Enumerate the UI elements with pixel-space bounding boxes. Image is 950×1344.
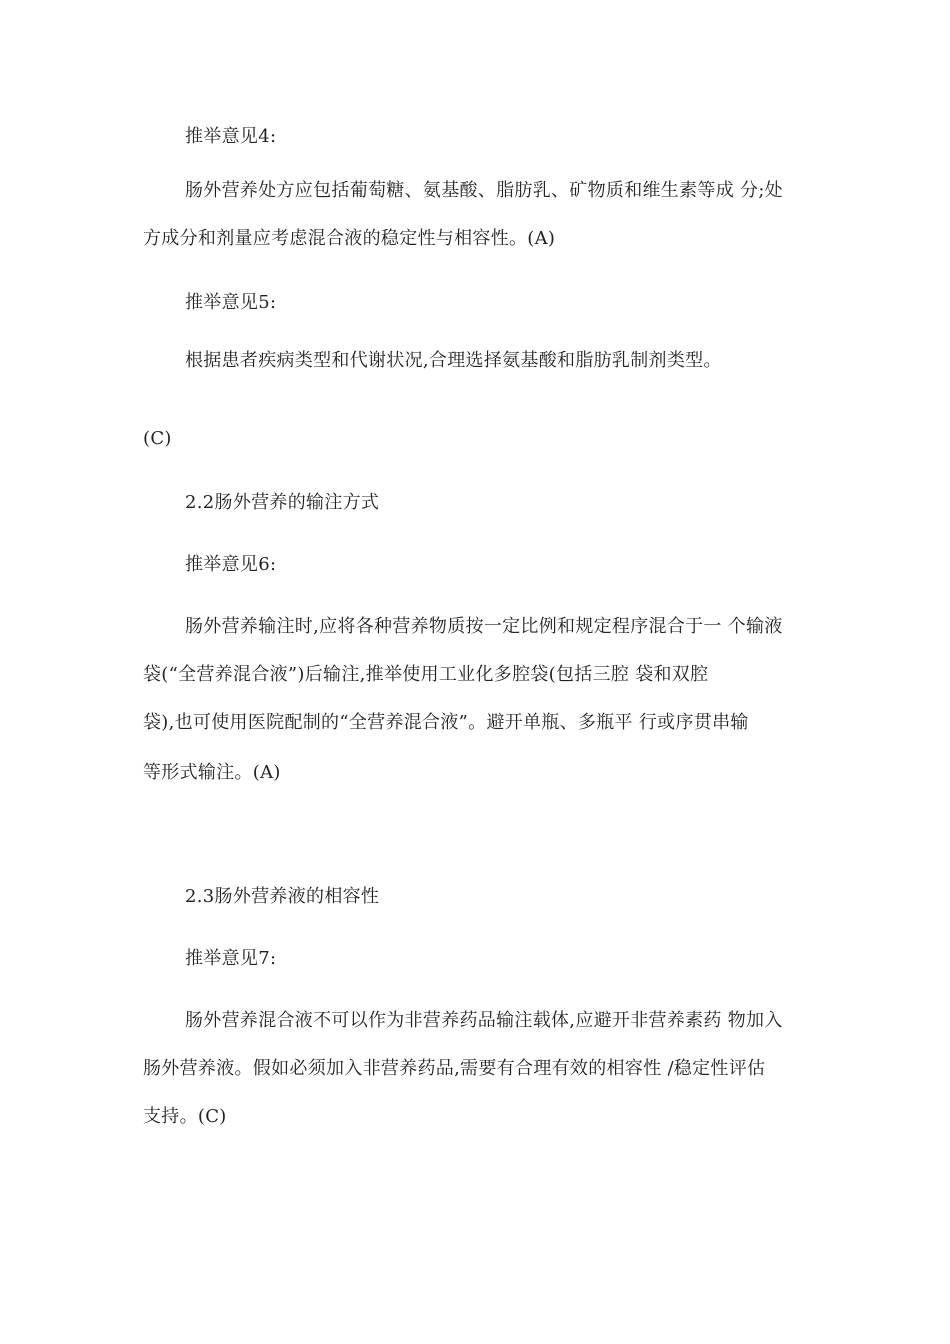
recommendation-6-text-line-2: 袋(“全营养混合液”)后输注,推举使用工业化多腔袋(包括三腔 袋和双腔	[143, 664, 709, 685]
recommendation-6-text-line-4: 等形式输注。(A)	[143, 762, 281, 783]
recommendation-7-heading: 推举意见7:	[185, 948, 277, 969]
recommendation-4-heading: 推举意见4:	[185, 126, 277, 147]
recommendation-7-text-line-2: 肠外营养液。假如必须加入非营养药品,需要有合理有效的相容性 /稳定性评估	[143, 1058, 766, 1079]
recommendation-7-text-line-1: 肠外营养混合液不可以作为非营养药品输注载体,应避开非营养素药 物加入	[185, 1010, 783, 1031]
recommendation-6-text-line-3: 袋),也可使用医院配制的“全营养混合液”。避开单瓶、多瓶平 行或序贯串输	[143, 712, 749, 733]
recommendation-5-text-line-1: 根据患者疾病类型和代谢状况,合理选择氨基酸和脂肪乳制剂类型。	[185, 350, 722, 371]
recommendation-4-text-line-2: 方成分和剂量应考虑混合液的稳定性与相容性。(A)	[143, 228, 556, 249]
section-2-3-heading: 2.3肠外营养液的相容性	[185, 886, 380, 907]
section-2-2-heading: 2.2肠外营养的输注方式	[185, 492, 380, 513]
recommendation-6-heading: 推举意见6:	[185, 554, 277, 575]
recommendation-5-grade: (C)	[143, 428, 172, 449]
recommendation-6-text-line-1: 肠外营养输注时,应将各种营养物质按一定比例和规定程序混合于一 个输液	[185, 616, 783, 637]
recommendation-5-heading: 推举意见5:	[185, 292, 277, 313]
recommendation-7-text-line-3: 支持。(C)	[143, 1106, 227, 1127]
recommendation-4-text-line-1: 肠外营养处方应包括葡萄糖、氨基酸、脂肪乳、矿物质和维生素等成 分;处	[185, 180, 783, 201]
